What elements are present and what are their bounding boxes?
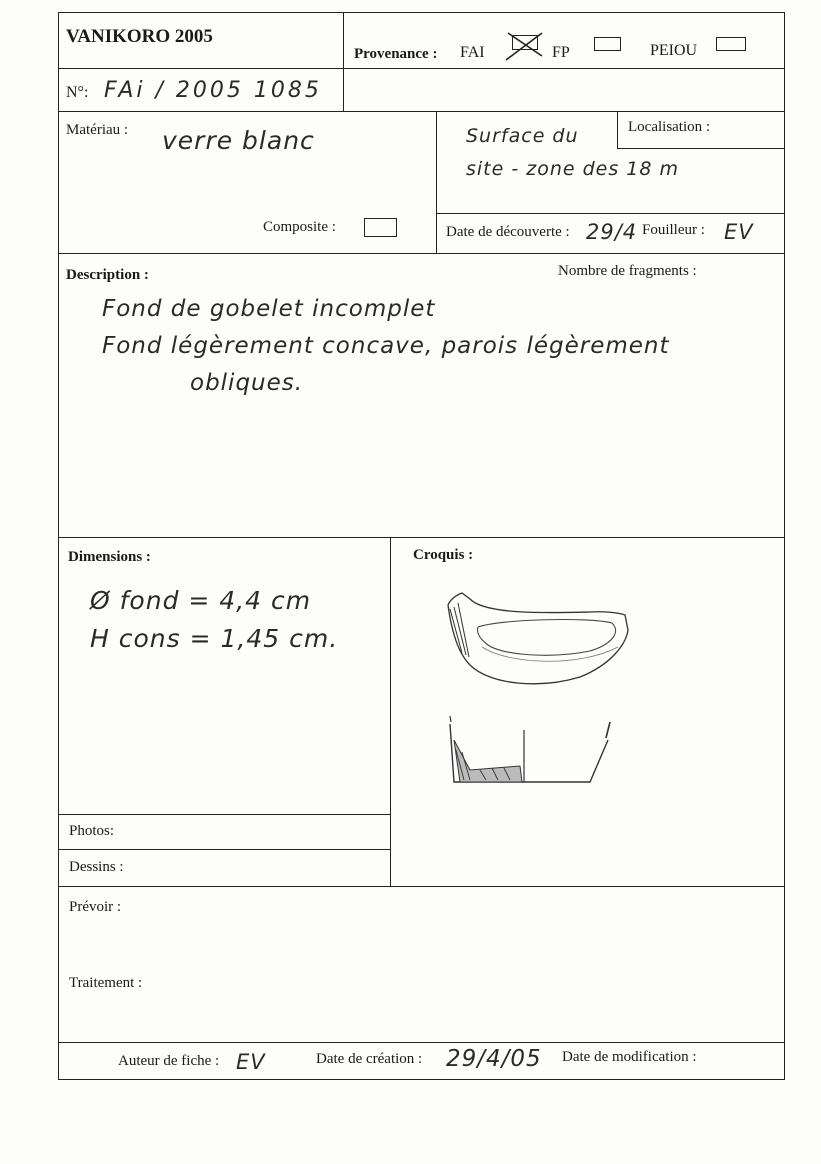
goblet-base-sketch (440, 585, 640, 695)
localisation-value-line2[interactable]: site - zone des 18 m (466, 158, 680, 180)
numero-label: N°: (66, 84, 89, 101)
traitement-label: Traitement : (69, 975, 143, 991)
dimensions-croquis-divider (390, 537, 391, 887)
row1-divider (58, 68, 785, 69)
composite-checkbox[interactable] (364, 218, 397, 237)
fouilleur-label: Fouilleur : (642, 222, 705, 238)
option-fai-label: FAI (460, 44, 485, 61)
option-peiou-checkbox[interactable] (716, 37, 746, 51)
option-fp-label: FP (552, 44, 570, 61)
localisation-label-box-left (617, 111, 618, 149)
dimensions-line-2[interactable]: H cons = 1,45 cm. (90, 624, 339, 653)
description-line-3[interactable]: obliques. (190, 370, 304, 396)
decouverte-top-line (436, 213, 785, 214)
row5-divider (58, 886, 785, 887)
title-divider (343, 12, 344, 112)
localisation-value-line1[interactable]: Surface du (466, 125, 579, 147)
goblet-profile-sketch (440, 710, 630, 790)
prevoir-label: Prévoir : (69, 899, 122, 915)
row2-divider (58, 111, 785, 112)
provenance-label: Provenance : (354, 46, 438, 62)
description-line-1[interactable]: Fond de gobelet incomplet (102, 296, 436, 322)
materiau-loc-divider (436, 111, 437, 253)
decouverte-date-value[interactable]: 29/4 (586, 220, 638, 244)
row3-divider (58, 253, 785, 254)
decouverte-date-label: Date de découverte : (446, 224, 570, 240)
dimensions-line-1[interactable]: Ø fond = 4,4 cm (90, 586, 312, 615)
modification-label: Date de modification : (562, 1049, 697, 1065)
auteur-label: Auteur de fiche : (118, 1053, 220, 1069)
option-fp-checkbox[interactable] (594, 37, 621, 51)
dimensions-label: Dimensions : (68, 549, 151, 565)
form-title: VANIKORO 2005 (66, 26, 213, 47)
fragments-label: Nombre de fragments : (558, 263, 697, 279)
photos-top-line (58, 814, 390, 815)
description-label: Description : (66, 267, 149, 283)
auteur-value[interactable]: EV (236, 1050, 266, 1074)
numero-value[interactable]: FAi / 2005 1085 (104, 78, 322, 103)
fouilleur-value[interactable]: EV (724, 220, 754, 244)
dessins-label: Dessins : (69, 859, 124, 875)
creation-value[interactable]: 29/4/05 (446, 1046, 542, 1072)
croquis-label: Croquis : (413, 547, 474, 563)
row4-divider (58, 537, 785, 538)
materiau-label: Matériau : (66, 122, 129, 138)
localisation-label-box-bottom (617, 148, 785, 149)
option-peiou-label: PEIOU (650, 42, 698, 59)
footer-top-line (58, 1042, 785, 1043)
materiau-value[interactable]: verre blanc (162, 126, 315, 155)
composite-label: Composite : (263, 219, 336, 235)
creation-label: Date de création : (316, 1051, 423, 1067)
photos-label: Photos: (69, 823, 115, 839)
fai-check-mark-icon (502, 30, 546, 62)
dessins-top-line (58, 849, 390, 850)
description-line-2[interactable]: Fond légèrement concave, parois légèrement (102, 333, 670, 359)
localisation-label: Localisation : (628, 119, 711, 135)
